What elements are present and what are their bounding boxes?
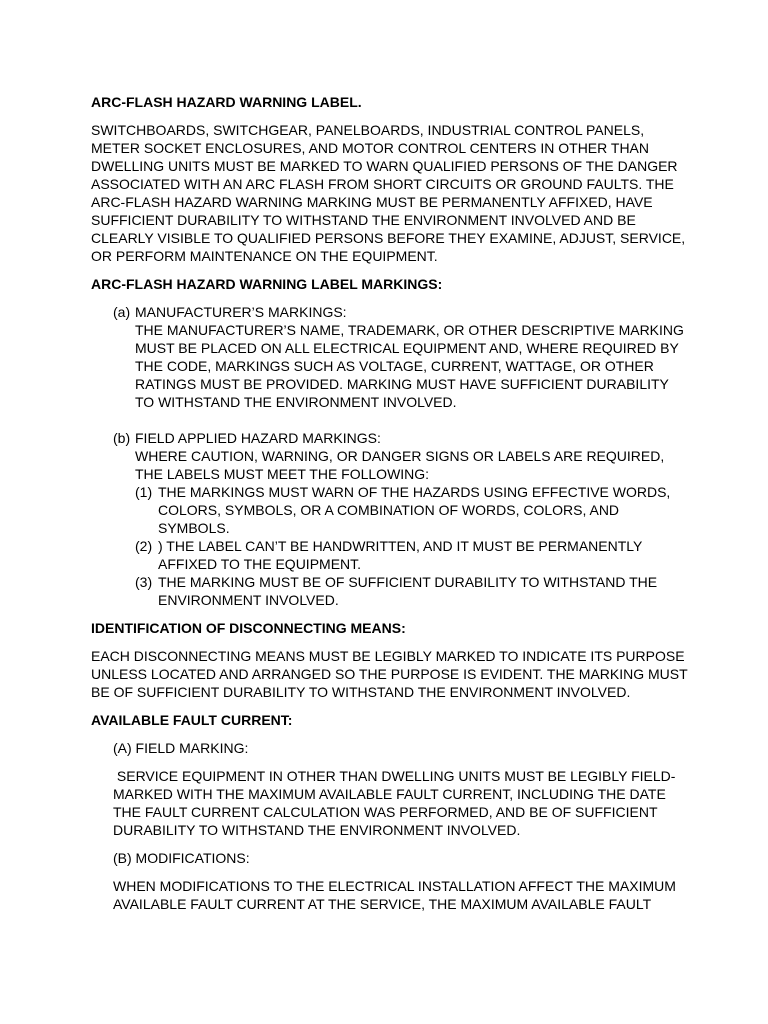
sub-item-1	[135, 483, 691, 537]
list-text-a: THE MANUFACTURER’S NAME, TRADEMARK, OR OTHER DESCRIPTIVE MARKING MUST BE PLACED ON ALL ELECTRICAL EQUIPMENT AND, WHERE REQUIRED BY THE CODE, MARKINGS SUCH AS VOLTAGE, CURRENT, WATTAGE, OR OTHER RATINGS MUST BE PROVIDED. MARKING MUST HAVE SUFFICIENT DURABILITY TO WITHSTAND THE ENVIRONMENT INVOLVED.	[135, 322, 684, 410]
list-title-a: MANUFACTURER’S MARKINGS:	[135, 304, 347, 320]
paragraph-modifications: WHEN MODIFICATIONS TO THE ELECTRICAL INSTALLATION AFFECT THE MAXIMUM AVAILABLE FAULT CURRENT AT THE SERVICE, THE MAXIMUM AVAILABLE FAULT	[113, 878, 676, 912]
list-label-a: (a)	[113, 304, 131, 320]
list-body-a	[135, 303, 691, 411]
heading-available-fault-current: AVAILABLE FAULT CURRENT:	[91, 712, 293, 728]
list-item-b	[91, 429, 691, 609]
list-item-a	[91, 303, 691, 411]
sub-text-1: THE MARKINGS MUST WARN OF THE HAZARDS USING EFFECTIVE WORDS, COLORS, SYMBOLS, OR A COMBINATION OF WORDS, COLORS, AND SYMBOLS.	[158, 484, 671, 536]
sub-text-2: ) THE LABEL CAN’T BE HANDWRITTEN, AND IT MUST BE PERMANENTLY AFFIXED TO THE EQUIPMENT.	[158, 538, 643, 572]
list-text-b: WHERE CAUTION, WARNING, OR DANGER SIGNS OR LABELS ARE REQUIRED, THE LABELS MUST MEET THE FOLLOWING:	[135, 448, 665, 482]
heading-arc-flash-label: ARC-FLASH HAZARD WARNING LABEL.	[91, 94, 362, 110]
paragraph-disconnecting-means: EACH DISCONNECTING MEANS MUST BE LEGIBLY MARKED TO INDICATE ITS PURPOSE UNLESS LOCATED AND ARRANGED SO THE PURPOSE IS EVIDENT. THE MARKING MUST BE OF SUFFICIENT DURABILITY TO WITHSTAND THE ENVIRONMENT INVOLVED.	[91, 648, 688, 700]
sub-label-3: (3)	[135, 574, 153, 590]
paragraph-arc-flash-requirements: SWITCHBOARDS, SWITCHGEAR, PANELBOARDS, INDUSTRIAL CONTROL PANELS, METER SOCKET ENCLOSURES, AND MOTOR CONTROL CENTERS IN OTHER THAN DWELLING UNITS MUST BE MARKED TO WARN QUALIFIED PERSONS OF THE DANGER ASSOCIATED WITH AN ARC FLASH FROM SHORT CIRCUITS OR GROUND FAULTS. THE ARC-FLASH HAZARD WARNING MARKING MUST BE PERMANENTLY AFFIXED, HAVE SUFFICIENT DURABILITY TO WITHSTAND THE ENVIRONMENT INVOLVED AND BE CLEARLY VISIBLE TO QUALIFIED PERSONS BEFORE THEY EXAMINE, ADJUST, SERVICE, OR PERFORM MAINTENANCE ON THE EQUIPMENT.	[91, 122, 686, 264]
list-body-b	[135, 429, 691, 609]
list-label-b: (b)	[113, 430, 131, 446]
sub-label-1: (1)	[135, 484, 153, 500]
list-title-b: FIELD APPLIED HAZARD MARKINGS:	[135, 430, 381, 446]
sub-text-3: THE MARKING MUST BE OF SUFFICIENT DURABILITY TO WITHSTAND THE ENVIRONMENT INVOLVED.	[158, 574, 658, 608]
heading-label-markings: ARC-FLASH HAZARD WARNING LABEL MARKINGS:	[91, 276, 443, 292]
sub-item-2	[135, 537, 691, 573]
paragraph-field-marking: SERVICE EQUIPMENT IN OTHER THAN DWELLING UNITS MUST BE LEGIBLY FIELD-MARKED WITH THE MAXIMUM AVAILABLE FAULT CURRENT, INCLUDING THE DATE THE FAULT CURRENT CALCULATION WAS PERFORMED, AND BE OF SUFFICIENT DURABILITY TO WITHSTAND THE ENVIRONMENT INVOLVED.	[113, 768, 676, 838]
subheading-field-marking: (A) FIELD MARKING:	[113, 740, 249, 756]
subheading-modifications: (B) MODIFICATIONS:	[113, 850, 250, 866]
document-content	[91, 93, 691, 923]
sub-label-2: (2)	[135, 538, 153, 554]
sub-item-3	[135, 573, 691, 609]
heading-disconnecting-means: IDENTIFICATION OF DISCONNECTING MEANS:	[91, 620, 406, 636]
